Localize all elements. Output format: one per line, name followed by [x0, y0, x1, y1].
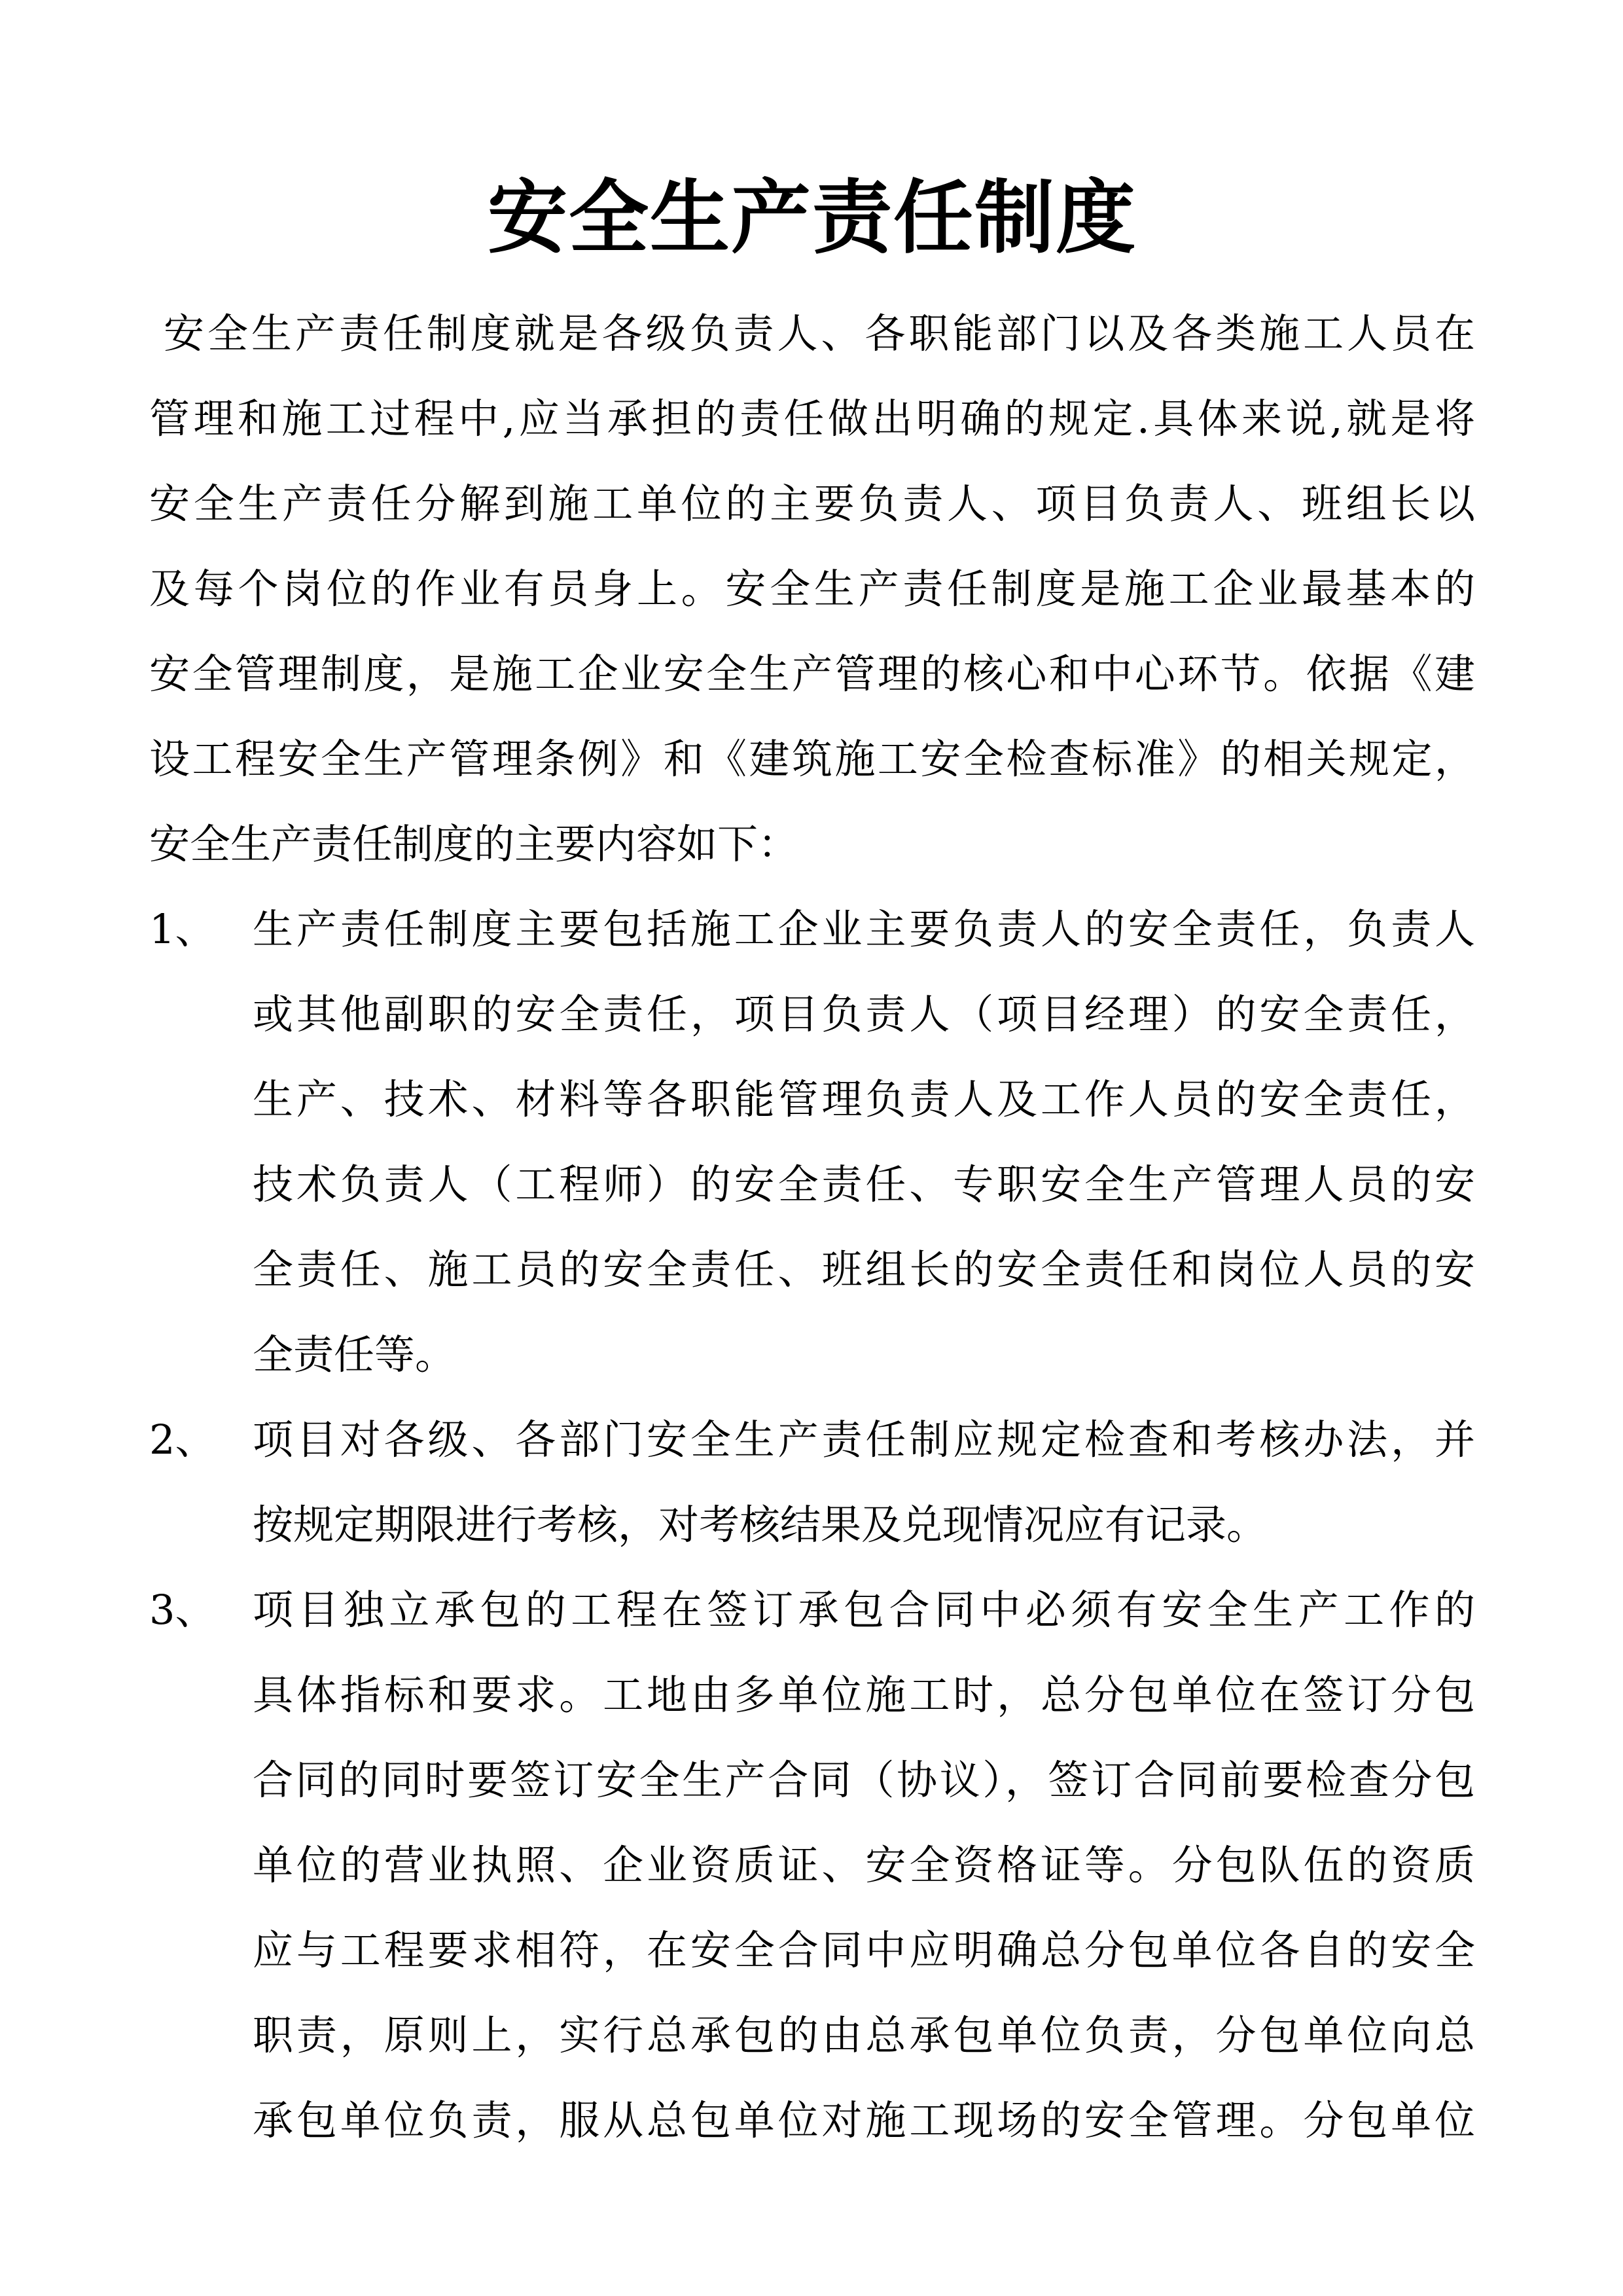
- item-line: 项目对各级、各部门安全生产责任制应规定检查和考核办法，并: [253, 1416, 1475, 1463]
- item-first-line: [149, 887, 1475, 972]
- item-line: 项目独立承包的工程在签订承包合同中必须有安全生产工作的: [253, 1586, 1475, 1634]
- item-number: 2、: [149, 1416, 216, 1463]
- numbered-item-1: [149, 887, 1475, 1397]
- document-title: 安全生产责任制度: [488, 170, 1137, 264]
- intro-line: 安全生产责任分解到施工单位的主要负责人、项目负责人、班组长以: [149, 480, 1475, 528]
- item-line: 职责，原则上，实行总承包的由总承包单位负责，分包单位向总: [253, 2011, 1475, 2059]
- item-line: 或其他副职的安全责任，项目负责人（项目经理）的安全责任，: [253, 990, 1475, 1038]
- item-number: 3、: [149, 1586, 216, 1634]
- item-line: 生产责任制度主要包括施工企业主要负责人的安全责任，负责人: [253, 905, 1475, 953]
- item-line: 应与工程要求相符，在安全合同中应明确总分包单位各自的安全: [253, 1926, 1475, 1974]
- intro-line: 及每个岗位的作业有员身上。安全生产责任制度是施工企业最基本的: [149, 565, 1475, 613]
- item-line: 承包单位负责，服从总包单位对施工现场的安全管理。分包单位: [253, 2096, 1475, 2144]
- item-line: 技术负责人（工程师）的安全责任、专职安全生产管理人员的安: [253, 1160, 1475, 1208]
- intro-line: 设工程安全生产管理条例》和《建筑施工安全检查标准》的相关规定，: [149, 735, 1475, 783]
- item-line: 全责任等。: [253, 1331, 456, 1378]
- item-line: 按规定期限进行考核，对考核结果及兑现情况应有记录。: [253, 1501, 1268, 1549]
- item-line: 合同的同时要签订安全生产合同（协议），签订合同前要检查分包: [253, 1756, 1475, 1804]
- item-line: 全责任、施工员的安全责任、班组长的安全责任和岗位人员的安: [253, 1246, 1475, 1293]
- intro-line: 安全管理制度，是施工企业安全生产管理的核心和中心环节。依据《建: [149, 650, 1475, 698]
- item-line: 具体指标和要求。工地由多单位施工时，总分包单位在签订分包: [253, 1671, 1475, 1719]
- numbered-item-2: [149, 1397, 1475, 1568]
- item-first-line: [149, 1568, 1475, 1653]
- item-first-line: [149, 1397, 1475, 1482]
- intro-line: 管理和施工过程中,应当承担的责任做出明确的规定.具体来说,就是将: [149, 395, 1475, 442]
- intro-paragraph: [149, 291, 1475, 887]
- item-number: 1、: [149, 905, 216, 953]
- item-line: 单位的营业执照、企业资质证、安全资格证等。分包队伍的资质: [253, 1841, 1475, 1889]
- intro-line: 安全生产责任制度的主要内容如下：: [149, 820, 799, 868]
- item-line: 生产、技术、材料等各职能管理负责人及工作人员的安全责任，: [253, 1075, 1475, 1123]
- numbered-item-3: [149, 1568, 1475, 2163]
- intro-line: 安全生产责任制度就是各级负责人、各职能部门以及各类施工人员在: [164, 310, 1475, 357]
